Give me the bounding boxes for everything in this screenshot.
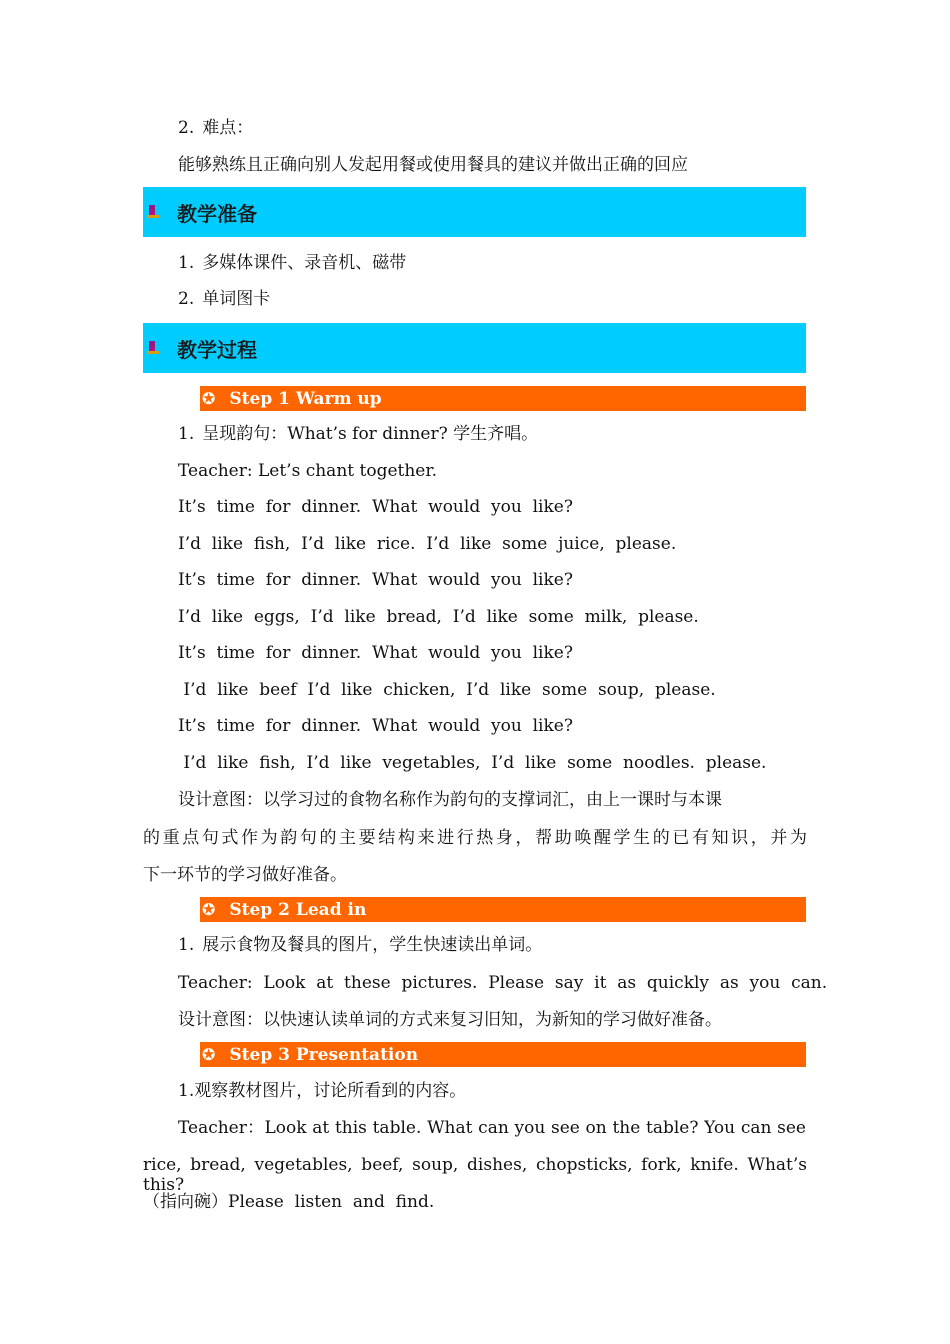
step3-teacher-line-2: rice, bread, vegetables, beef, soup, dishes, chopsticks, fork, knife. What’s this? xyxy=(143,1155,807,1195)
difficulty-heading-number: 2. xyxy=(178,118,195,138)
prep-item-2-text: 单词图卡 xyxy=(202,289,271,309)
step1-item-1-number: 1. xyxy=(178,424,195,444)
bullet-icon xyxy=(147,341,161,355)
step3-item-1: 1.观察教材图片，讨论所看到的内容。 xyxy=(178,1081,467,1101)
step2-item-1-number: 1. xyxy=(178,935,195,955)
prep-item-1-text: 多媒体课件、录音机、磁带 xyxy=(202,253,407,273)
step2-item-1-text: 展示食物及餐具的图片，学生快速读出单词。 xyxy=(202,935,543,955)
prep-item-1-number: 1. xyxy=(178,253,195,273)
chant-line-7: It’s time for dinner. What would you like? xyxy=(178,716,573,736)
step-label-warm-up: Step 1 Warm up xyxy=(229,388,382,409)
star-icon: ✪ xyxy=(202,1045,216,1064)
bullet-icon xyxy=(147,205,161,219)
step2-teacher-line: Teacher: Look at these pictures. Please say it as quickly as you can. xyxy=(178,973,828,993)
section-bar-preparation xyxy=(143,187,806,237)
step-label-lead-in: Step 2 Lead in xyxy=(229,899,367,920)
section-title-process: 教学过程 xyxy=(177,337,257,362)
difficulty-content: 能够熟练且正确向别人发起用餐或使用餐具的建议并做出正确的回应 xyxy=(178,155,688,175)
chant-line-5: It’s time for dinner. What would you like? xyxy=(178,643,573,663)
star-icon: ✪ xyxy=(202,389,216,408)
difficulty-heading-text: 难点： xyxy=(202,118,254,138)
step2-design-line: 设计意图：以快速认读单词的方式来复习旧知，为新知的学习做好准备。 xyxy=(178,1010,722,1030)
step3-teacher-line-1 xyxy=(178,1118,806,1138)
star-icon: ✪ xyxy=(202,900,216,919)
step3-teacher-line-1-text: Teacher：Look at this table. What can you see on the table? You can see xyxy=(178,1118,806,1138)
prep-item-2-number: 2. xyxy=(178,289,195,309)
chant-line-4: I’d like eggs, I’d like bread, I’d like some milk, please. xyxy=(178,607,699,627)
step-label-presentation: Step 3 Presentation xyxy=(229,1044,419,1065)
step-bar-warm-up xyxy=(200,386,806,411)
chant-line-1: It’s time for dinner. What would you like? xyxy=(178,497,573,517)
step3-teacher-line-3: （指向碗）Please listen and find. xyxy=(143,1192,435,1212)
prep-item-1 xyxy=(178,253,406,273)
prep-item-2 xyxy=(178,289,270,309)
step1-teacher-line: Teacher: Let’s chant together. xyxy=(178,461,438,481)
step1-item-1 xyxy=(178,424,538,444)
section-title-preparation: 教学准备 xyxy=(177,201,257,226)
difficulty-heading xyxy=(178,118,253,138)
step1-item-1-text: 呈现韵句：What’s for dinner? 学生齐唱。 xyxy=(202,424,539,444)
step1-design-line-2: 的重点句式作为韵句的主要结构来进行热身，帮助唤醒学生的已有知识，并为 xyxy=(143,828,807,848)
step2-item-1 xyxy=(178,935,542,955)
step1-design-line-3: 下一环节的学习做好准备。 xyxy=(143,865,347,885)
chant-line-2: I’d like fish, I’d like rice. I’d like some juice, please. xyxy=(178,534,677,554)
chant-line-8: I’d like fish, I’d like vegetables, I’d like some noodles. please. xyxy=(178,753,767,773)
section-bar-process xyxy=(143,323,806,373)
step1-design-line-1: 设计意图：以学习过的食物名称作为韵句的支撑词汇，由上一课时与本课 xyxy=(178,790,722,810)
step-bar-lead-in xyxy=(200,897,806,922)
chant-line-3: It’s time for dinner. What would you like? xyxy=(178,570,573,590)
chant-line-6: I’d like beef I’d like chicken, I’d like some soup, please. xyxy=(178,680,716,700)
step-bar-presentation xyxy=(200,1042,806,1067)
